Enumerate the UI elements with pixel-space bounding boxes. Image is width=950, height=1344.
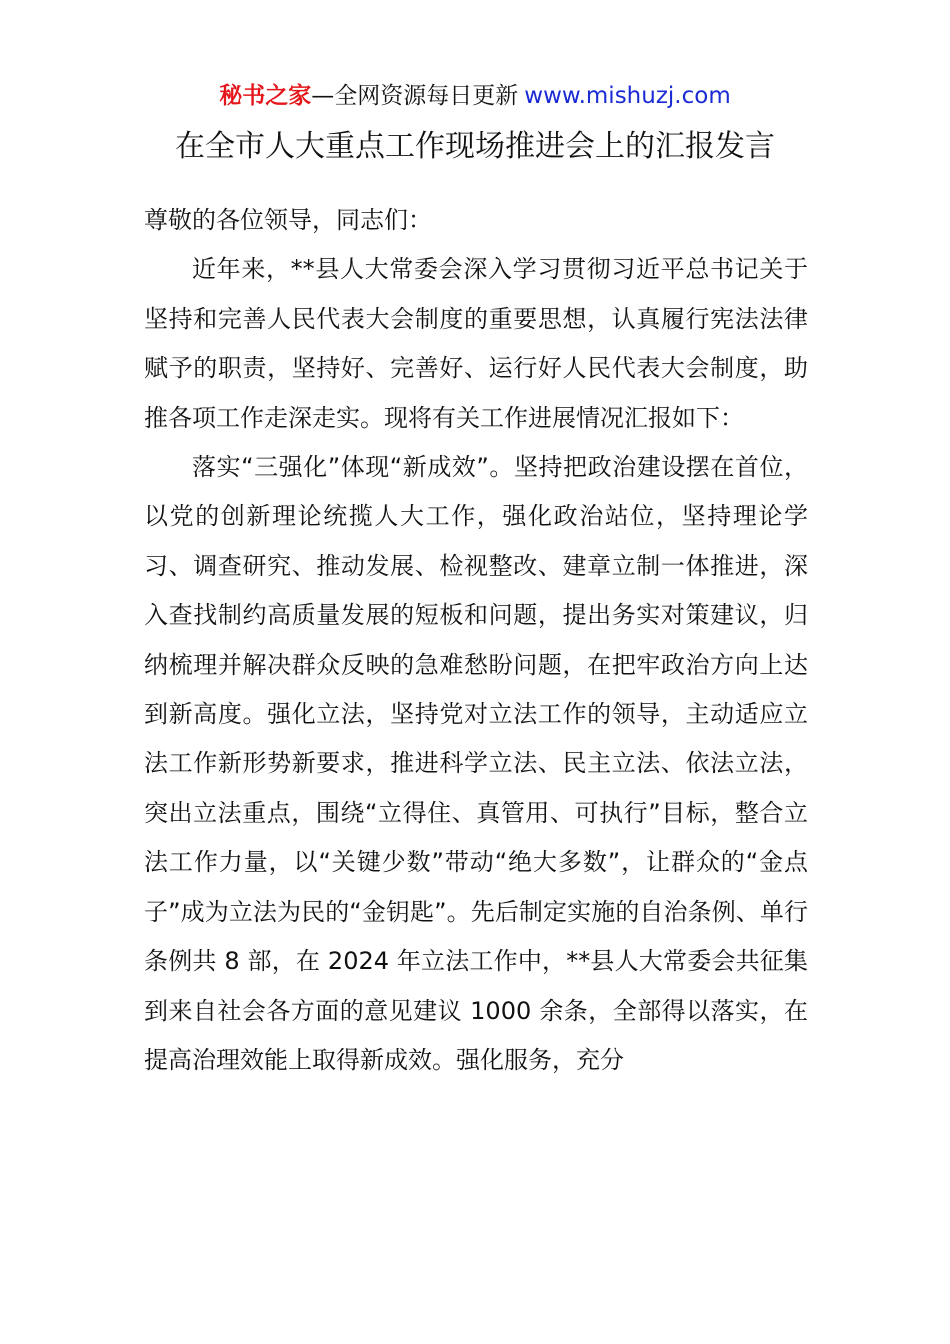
brand-name: 秘书之家 [219, 83, 312, 109]
salutation: 尊敬的各位领导，同志们： [144, 206, 432, 234]
site-url-link[interactable]: www.mishuzj.com [524, 83, 731, 109]
site-tagline: —全网资源每日更新 [311, 83, 519, 109]
paragraph-section-1: 落实“三强化”体现“新成效”。坚持把政治建设摆在首位，以党的创新理论统揽人大工作，强化政治站位，坚持理论学习、调查研究、推动发展、检视整改、建章立制一体推进，深入查找制约高质量发展的短板和问题，提出务实对策建议，归纳梳理并解决群众反映的急难愁盼问题，在把牢政治方向上达到新高度。强化立法，坚持党对立法工作的领导，主动适应立法工作新形势新要求，推进科学立法、民主立法、依法立法，突出立法重点，围绕“立得住、真管用、可执行”目标，整合立法工作力量，以“关键少数”带动“绝大多数”，让群众的“金点子”成为立法为民的“金钥匙”。先后制定实施的自治条例、单行条例共 8 部，在 2024 年立法工作中，**县人大常委会共征集到来自社会各方面的意见建议 1000 余条，全部得以落实，在提高治理效能上取得新成效。强化服务，充分 [144, 453, 808, 1074]
document-title: 在全市人大重点工作现场推进会上的汇报发言 [175, 129, 775, 164]
site-header [0, 80, 950, 112]
paragraph-intro: 近年来，**县人大常委会深入学习贯彻习近平总书记关于坚持和完善人民代表大会制度的重要思想，认真履行宪法法律赋予的职责，坚持好、完善好、运行好人民代表大会制度，助推各项工作走深走实。现将有关工作进展情况汇报如下： [144, 255, 808, 432]
document-body [144, 196, 808, 1085]
